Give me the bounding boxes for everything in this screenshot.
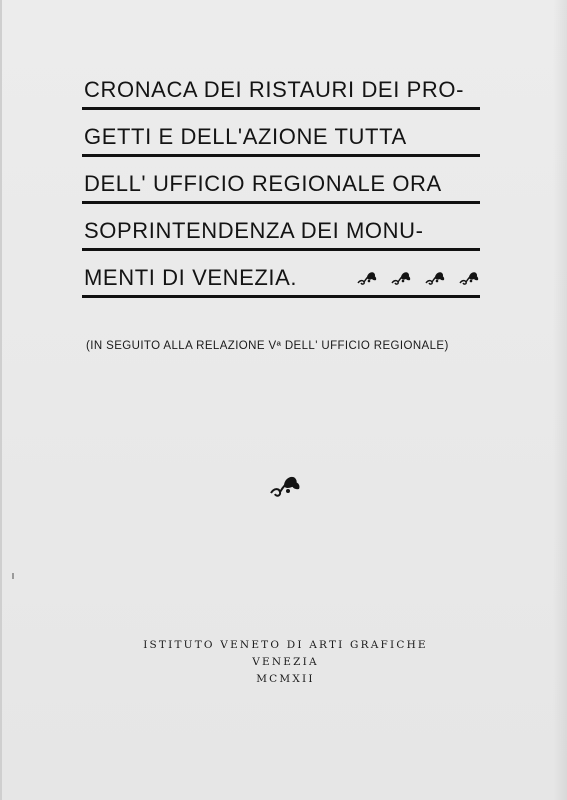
title-line-2 — [82, 110, 480, 157]
page-edge-mark — [12, 573, 14, 579]
title-line-3-text: DELL' UFFICIO REGIONALE ORA — [84, 171, 442, 196]
title-line-3 — [82, 157, 480, 204]
leaf-ornament-icon — [424, 269, 446, 287]
title-line-1 — [82, 62, 480, 110]
title-line-2-text: GETTI E DELL'AZIONE TUTTA — [84, 124, 407, 149]
title-line-5 — [82, 251, 480, 298]
publisher-name: ISTITUTO VENETO DI ARTI GRAFICHE — [143, 639, 428, 651]
title-ornaments — [356, 269, 480, 287]
title-block — [82, 62, 480, 298]
imprint — [2, 637, 567, 688]
title-line-4-text: SOPRINTENDENZA DEI MONU- — [84, 218, 424, 243]
title-line-4 — [82, 204, 480, 251]
leaf-ornament-icon — [458, 269, 480, 287]
title-line-1-text: CRONACA DEI RISTAURI DEI PRO- — [84, 77, 465, 102]
publication-year: MCMXII — [256, 673, 315, 685]
title-line-5-text: MENTI DI VENEZIA. — [84, 265, 298, 290]
leaf-ornament-icon — [268, 472, 302, 500]
leaf-ornament-icon — [356, 269, 378, 287]
leaf-ornament-icon — [390, 269, 412, 287]
publication-city: VENEZIA — [252, 656, 319, 668]
subtitle: (IN SEGUITO ALLA RELAZIONE Vª DELL' UFFICIO REGIONALE) — [86, 340, 449, 352]
